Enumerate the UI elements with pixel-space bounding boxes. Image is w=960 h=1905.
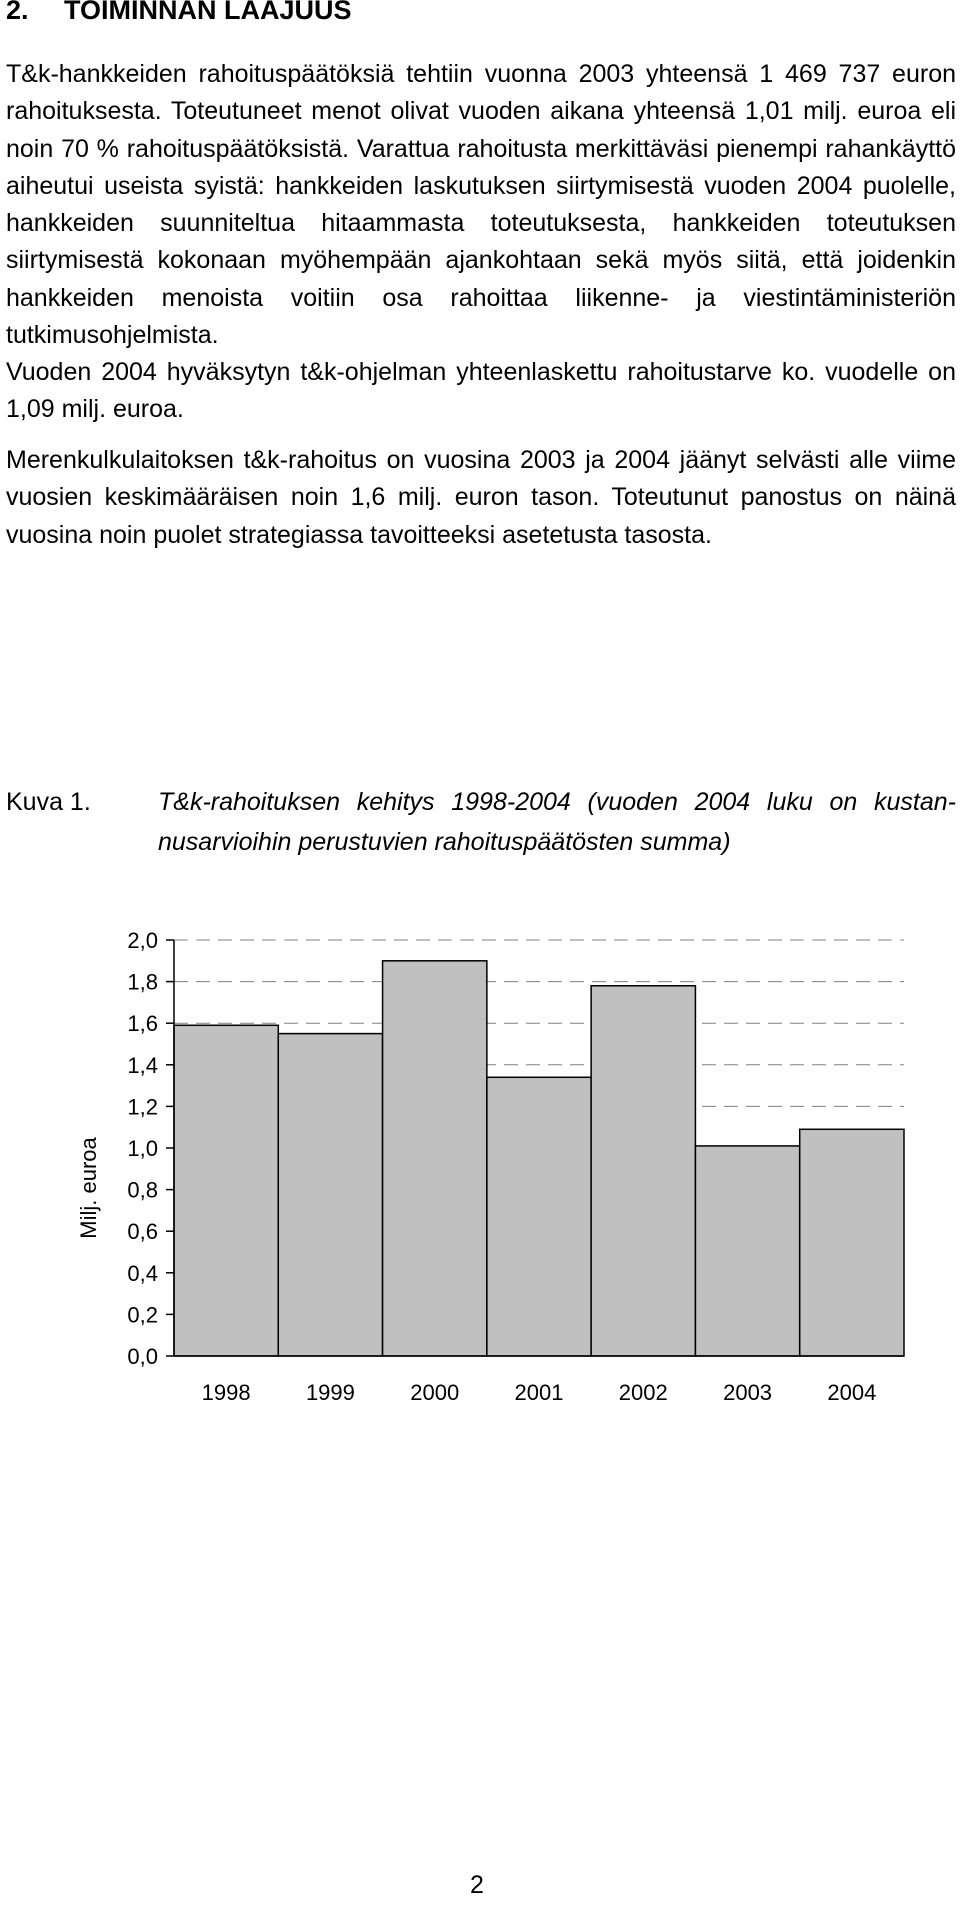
bar-2002 (591, 986, 695, 1356)
paragraph-funding-level: Merenkulkulaitoksen t&k-rahoitus on vuosina 2003 ja 2004 jäänyt selvästi alle viime vuosien keskimääräisen noin 1,6 milj. euron tason. Toteutunut panostus on näinä vuosina noin puolet strategiassa tavoitteeksi asetetusta tasosta. (6, 446, 956, 549)
x-tick-label: 2002 (618, 1380, 668, 1405)
bar-2001 (487, 1077, 591, 1356)
paragraph-2004-program: Vuoden 2004 hyväksytyn t&k-ohjelman yhteenlaskettu rahoitustarve ko. vuodelle on 1,09 milj. euroa. (6, 358, 956, 424)
x-tick-label: 2003 (723, 1380, 773, 1405)
section-title: TOIMINNAN LAAJUUS (64, 0, 352, 25)
x-tick-label: 2000 (410, 1380, 460, 1405)
x-tick-label: 2001 (514, 1380, 564, 1405)
bar-chart (0, 900, 960, 1420)
paragraph-funding-decisions: T&k-hankkeiden rahoituspäätöksiä tehtiin vuonna 2003 yhteensä 1 469 737 euron rahoituksesta. Toteutuneet menot olivat vuoden aikana yhteensä 1,01 milj. euroa eli noin 70 % rahoituspäätöksistä. Varattua rahoitusta merkittäväsi pienempi rahankäyttö aiheutui useista syistä: hankkeiden laskutuksen siirtymisestä vuoden 2004 puolelle, hankkeiden suunniteltua hitaammasta toteutuksesta, hankkeiden toteutuksen siirtymisestä kokonaan myöhempään ajankohtaan sekä myös siitä, että joidenkin hankkeiden menoista voitiin osa rahoittaa liikenne- ja viestintäministeriön tutkimusohjelmista. (6, 60, 956, 350)
x-tick-label: 1999 (305, 1380, 355, 1405)
y-tick-label: 1,2 (127, 1094, 158, 1120)
y-tick-label: 0,8 (127, 1177, 158, 1203)
bar-2004 (800, 1129, 904, 1356)
x-tick-label: 1998 (201, 1380, 251, 1405)
y-tick-label: 1,8 (127, 969, 158, 995)
y-tick-label: 0,2 (127, 1302, 158, 1328)
figure-label: Kuva 1. (6, 788, 91, 816)
section-heading (6, 0, 352, 26)
y-axis-label: Milj. euroa (76, 1137, 101, 1239)
bar-1999 (278, 1034, 382, 1356)
figure-caption-text: T&k-rahoituksen kehitys 1998-2004 (vuoden 2004 luku on kustannusarvioihin perustuvien rahoituspäätösten summa) (158, 788, 956, 856)
y-tick-label: 2,0 (127, 928, 158, 953)
y-tick-label: 0,6 (127, 1219, 158, 1245)
y-tick-label: 1,0 (127, 1136, 158, 1161)
bar-2000 (383, 961, 487, 1356)
page-number: 2 (470, 1871, 484, 1899)
section-number: 2. (6, 0, 29, 25)
y-tick-label: 1,4 (127, 1052, 158, 1078)
bar-1998 (174, 1025, 278, 1356)
y-tick-label: 0,0 (127, 1344, 158, 1369)
bar-2003 (695, 1146, 799, 1356)
x-tick-label: 2004 (827, 1380, 877, 1405)
y-tick-label: 1,6 (127, 1011, 158, 1037)
y-tick-label: 0,4 (127, 1260, 158, 1286)
